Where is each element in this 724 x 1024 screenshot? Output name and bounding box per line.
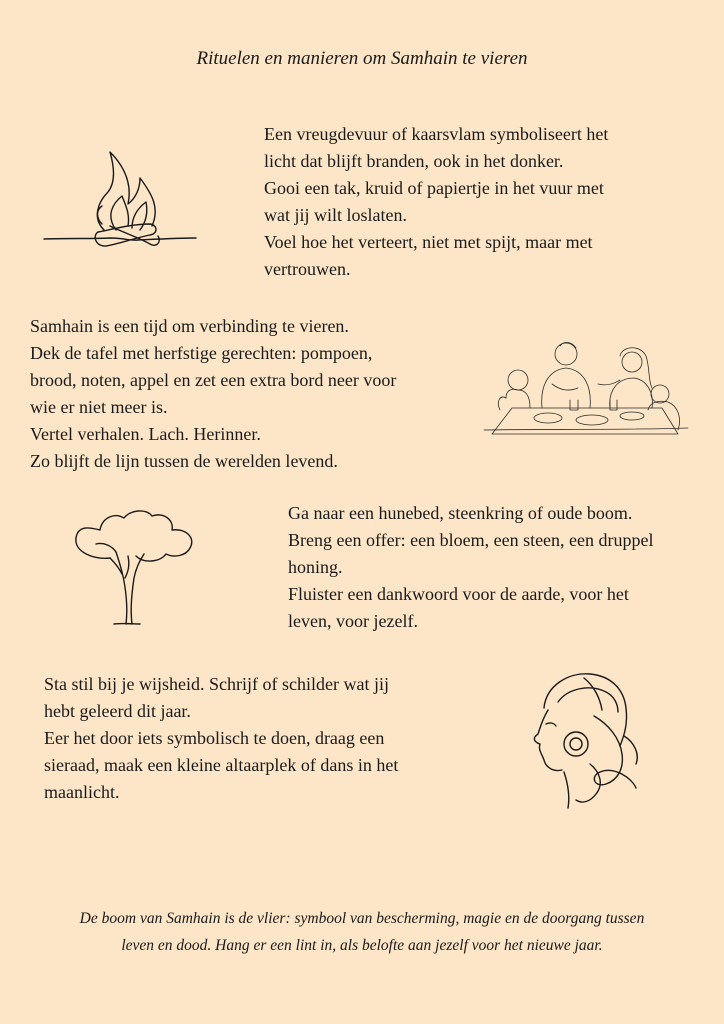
text-line: Breng een offer: een bloem, een steen, een druppel [288,530,654,550]
text-line: wat jij wilt loslaten. [264,205,407,225]
footer-line: De boom van Samhain is de vlier: symbool van bescherming, magie en de doorgang tussen [79,910,645,927]
section-bonfire-text [264,121,674,283]
text-line: sieraad, maak een kleine altaarplek of dans in het [44,755,399,775]
text-line: hebt geleerd dit jaar. [44,701,191,721]
text-line: licht dat blijft branden, ook in het donker. [264,151,564,171]
text-line: Vertel verhalen. Lach. Herinner. [30,424,261,444]
text-line: Gooi een tak, kruid of papiertje in het vuur met [264,178,604,198]
text-line: vertrouwen. [264,259,351,279]
page-title: Rituelen en manieren om Samhain te vieren [196,48,528,69]
section-feast-text [30,313,470,475]
text-line: Sta stil bij je wijsheid. Schrijf of schilder wat jij [44,674,389,694]
text-line: Voel hoe het verteert, niet met spijt, maar met [264,232,593,252]
text-line: Ga naar een hunebed, steenkring of oude boom. [288,503,633,523]
section-wisdom-text [44,671,464,806]
text-line: maanlicht. [44,782,120,802]
campfire-icon [40,146,200,252]
text-line: wie er niet meer is. [30,397,168,417]
text-line: Zo blijft de lijn tussen de werelden levend. [30,451,338,471]
family-dinner-icon [482,338,692,446]
text-line: honing. [288,557,343,577]
text-line: Dek de tafel met herfstige gerechten: pompoen, [30,343,373,363]
text-line: leven, voor jezelf. [288,611,418,631]
woman-face-icon [524,668,654,812]
text-line: brood, noten, appel en zet een extra bord neer voor [30,370,397,390]
text-line: Samhain is een tijd om verbinding te vieren. [30,316,349,336]
footer-note [40,905,684,959]
text-line: Een vreugdevuur of kaarsvlam symboliseert het [264,124,609,144]
section-nature-text [288,500,708,635]
tree-icon [70,508,200,630]
text-line: Fluister een dankwoord voor de aarde, voor het [288,584,629,604]
footer-line: leven en dood. Hang er een lint in, als belofte aan jezelf voor het nieuwe jaar. [121,937,603,954]
text-line: Eer het door iets symbolisch te doen, draag een [44,728,385,748]
